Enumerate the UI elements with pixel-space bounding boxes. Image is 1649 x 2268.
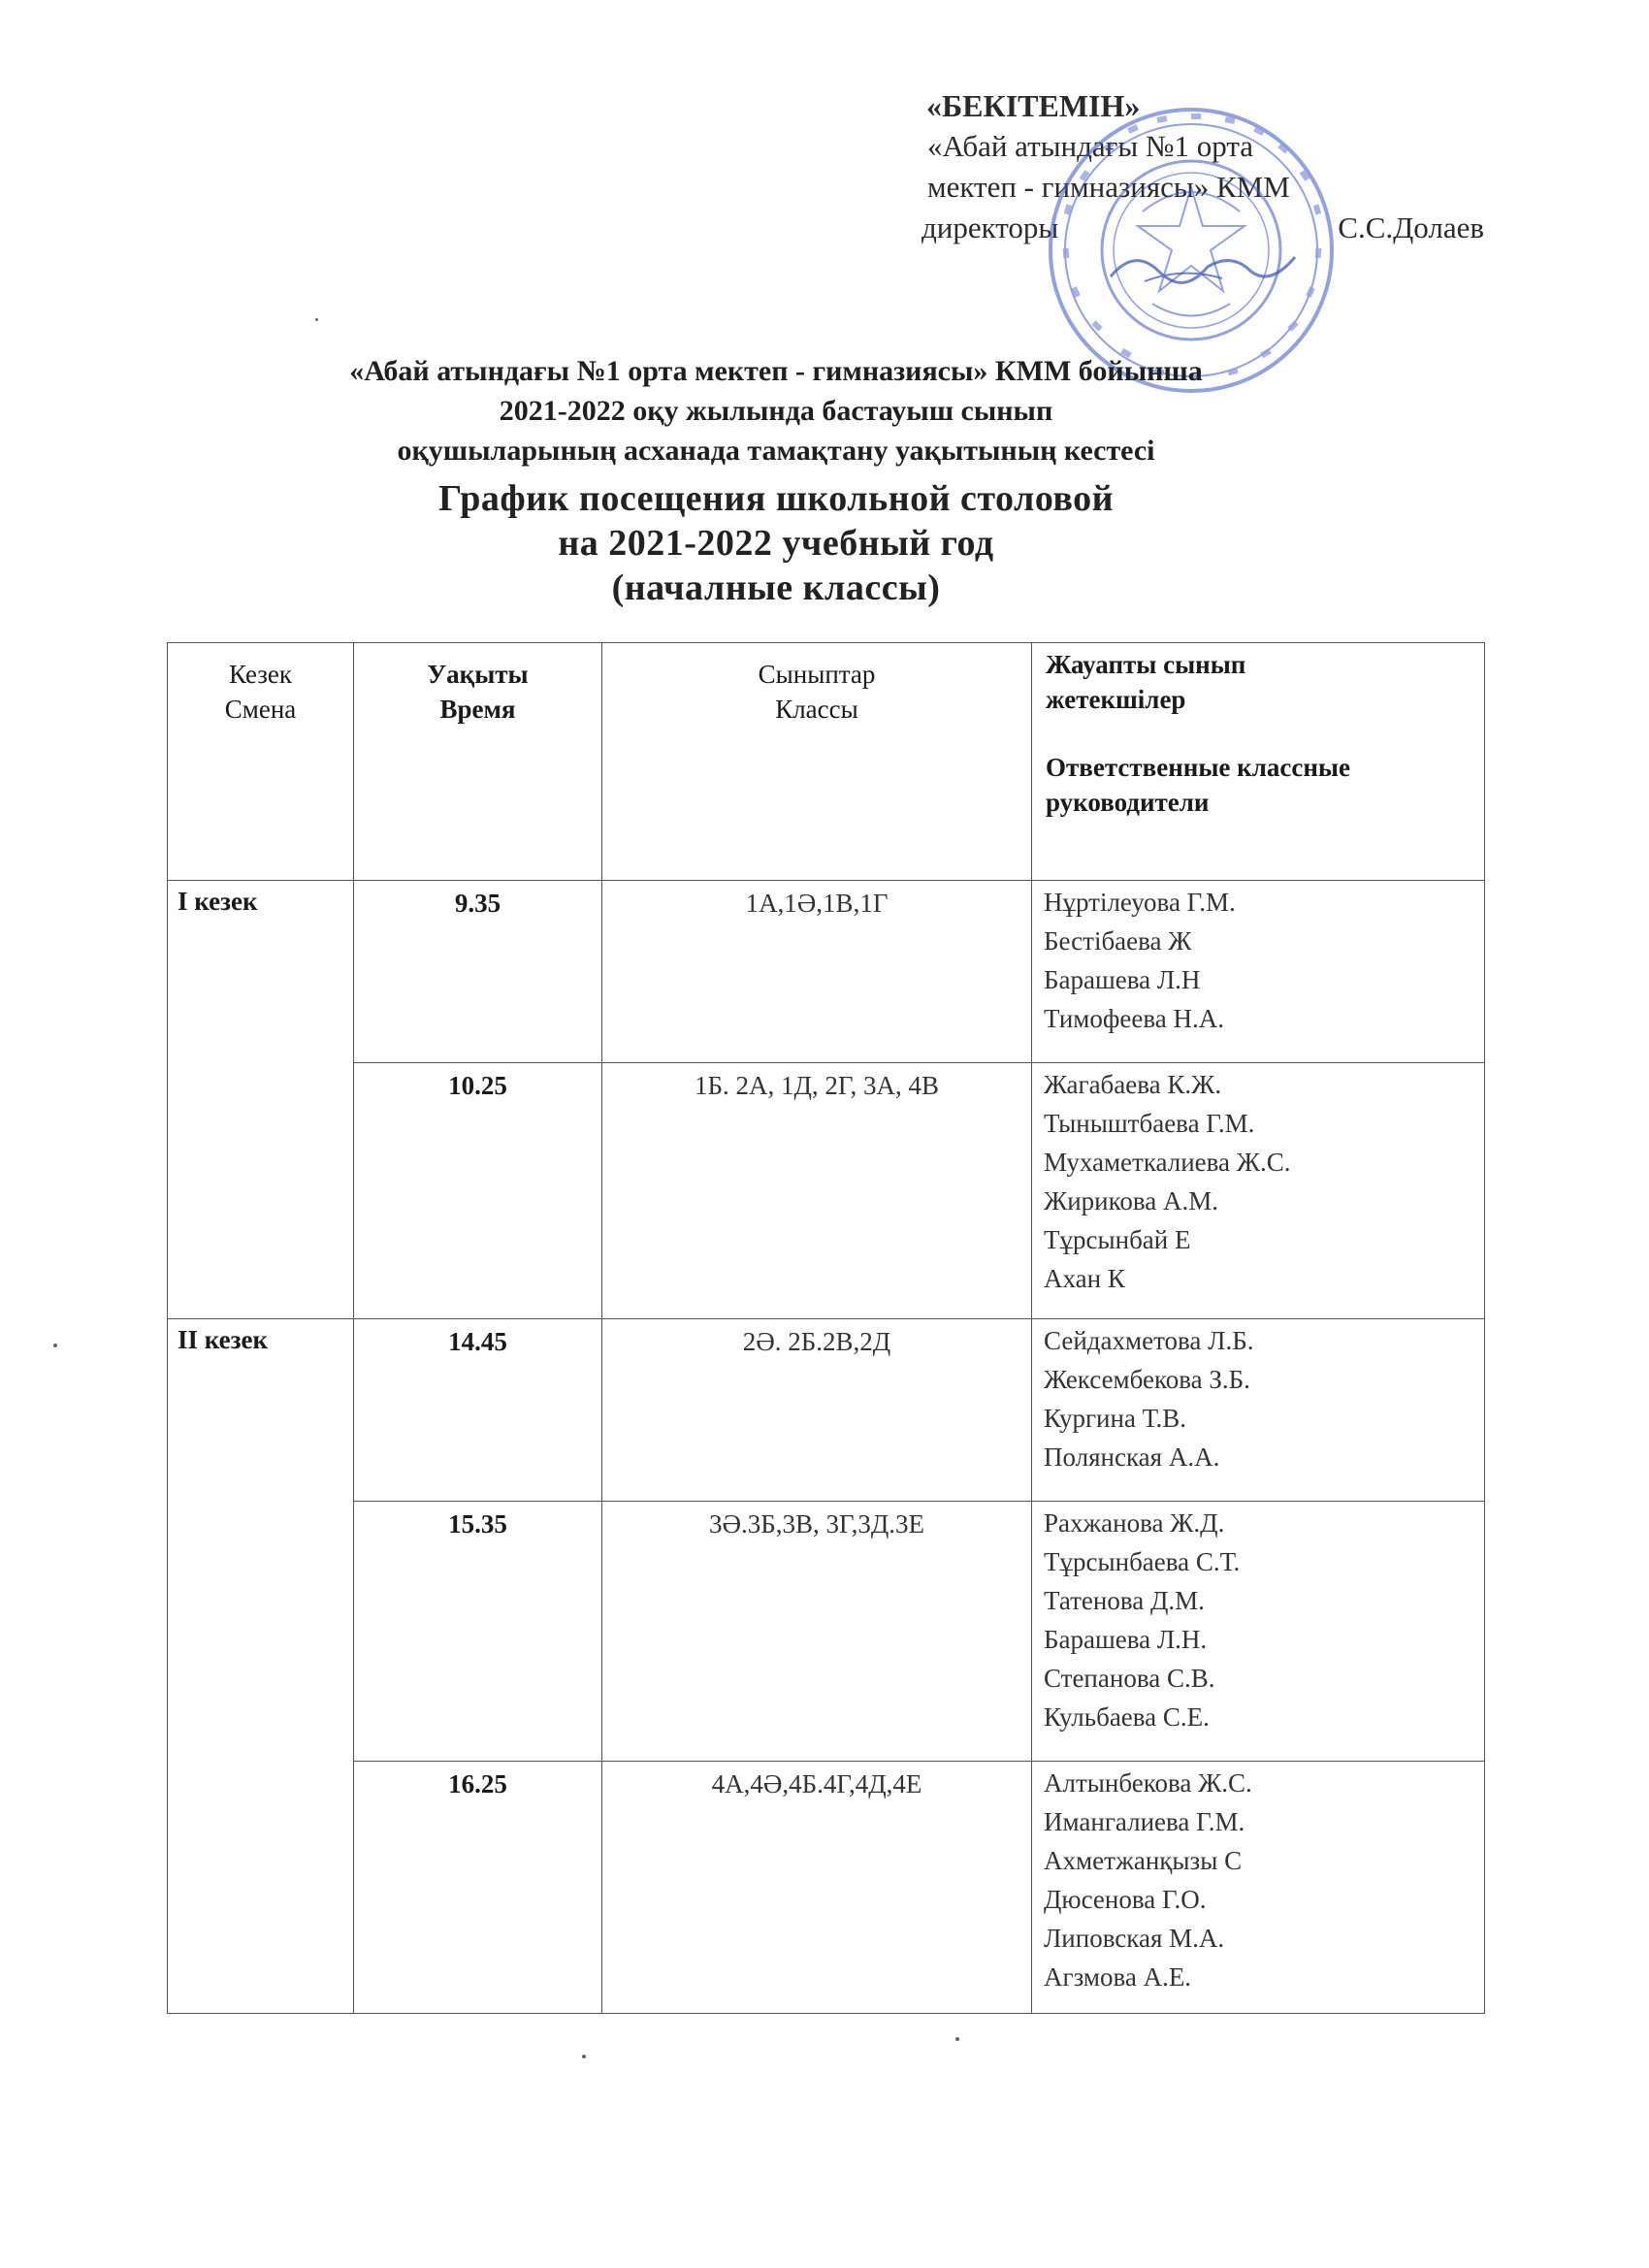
director-name: С.С.Долаев [1338, 211, 1484, 244]
teachers-cell [1032, 1319, 1485, 1502]
header-classes [602, 643, 1032, 881]
header-resp-ru-2: руководители [1046, 788, 1210, 817]
header-resp-kz-1: Жауапты сынып [1046, 650, 1246, 679]
signature-icon [1106, 238, 1300, 296]
teacher-name: Тұрсынбаева С.Т. [1044, 1547, 1241, 1576]
scan-speck [53, 1344, 57, 1347]
header-time-kz: Уақыты [427, 660, 529, 689]
classes-cell: 3Ә.3Б,3В, 3Г,3Д.3Е [602, 1502, 1032, 1762]
teachers-cell [1032, 1502, 1485, 1762]
time-cell: 15.35 [354, 1502, 602, 1762]
teachers-cell [1032, 1063, 1485, 1319]
title-kz-line-3: оқушыларының асханада тамақтану уақытының кестесі [397, 435, 1155, 467]
shift-1-cell: I кезек [168, 881, 354, 1319]
teacher-name: Липовская М.А. [1044, 1924, 1225, 1953]
scan-speck [955, 2037, 959, 2041]
time-cell: 10.25 [354, 1063, 602, 1319]
teacher-name: Кургина Т.В. [1044, 1404, 1186, 1433]
table-row [168, 881, 1485, 1063]
teacher-name: Жагабаева К.Ж. [1044, 1070, 1222, 1099]
shift-2-cell: II кезек [168, 1319, 354, 2014]
teacher-name: Жирикова А.М. [1044, 1186, 1218, 1215]
teacher-name: Бестібаева Ж [1044, 926, 1192, 956]
approval-heading: «БЕКІТЕМІН» [926, 88, 1141, 123]
classes-cell: 1А,1Ә,1В,1Г [602, 881, 1032, 1063]
classes-cell: 4А,4Ә,4Б.4Г,4Д,4Е [602, 1762, 1032, 2014]
header-time-ru: Время [439, 695, 516, 724]
classes-cell: 1Б. 2А, 1Д, 2Г, 3А, 4В [602, 1063, 1032, 1319]
director-title: директоры [922, 211, 1059, 244]
scan-speck [582, 2055, 586, 2058]
title-ru-line-3: (началные классы) [611, 567, 941, 608]
header-resp-kz-2: жетекшілер [1046, 685, 1186, 714]
table-row [168, 1319, 1485, 1502]
classes-cell: 2Ә. 2Б.2В,2Д [602, 1319, 1032, 1502]
teacher-name: Полянская А.А. [1044, 1442, 1220, 1472]
teacher-name: Тұрсынбай Е [1044, 1225, 1191, 1254]
table-row [168, 1502, 1485, 1762]
scan-speck [315, 318, 318, 321]
teachers-cell [1032, 881, 1485, 1063]
teacher-name: Мухаметкалиева Ж.С. [1044, 1148, 1291, 1177]
header-time [354, 643, 602, 881]
teacher-name: Алтынбекова Ж.С. [1044, 1768, 1252, 1798]
approval-line-1: «Абай атындағы №1 орта [927, 129, 1254, 163]
teacher-name: Степанова С.В. [1044, 1664, 1215, 1693]
teachers-cell [1032, 1762, 1485, 2014]
time-cell: 14.45 [354, 1319, 602, 1502]
teacher-name: Ахметжанқызы С [1044, 1846, 1243, 1875]
header-shift-kz: Кезек [228, 660, 293, 689]
approval-line-2: мектеп - гимназиясы» КММ [927, 170, 1290, 204]
teacher-name: Ахан К [1044, 1264, 1125, 1293]
time-cell: 16.25 [354, 1762, 602, 2014]
header-classes-kz: Сыныптар [758, 660, 876, 689]
teacher-name: Сейдахметова Л.Б. [1044, 1326, 1254, 1355]
title-kz-line-1: «Абай атындағы №1 орта мектеп - гимназиясы» КММ бойынша [349, 355, 1203, 387]
header-responsible [1032, 643, 1485, 881]
time-cell: 9.35 [354, 881, 602, 1063]
table-header-row [168, 643, 1485, 881]
teacher-name: Рахжанова Ж.Д. [1044, 1508, 1225, 1538]
header-classes-ru: Классы [775, 695, 858, 724]
title-kz-line-2: 2021-2022 оқу жылында бастауыш сынып [499, 395, 1053, 427]
document-title [175, 351, 1377, 610]
teacher-name: Дюсенова Г.О. [1044, 1885, 1207, 1914]
teacher-name: Тыныштбаева Г.М. [1044, 1109, 1255, 1138]
teacher-name: Тимофеева Н.А. [1044, 1004, 1224, 1033]
header-shift [168, 643, 354, 881]
teacher-name: Кульбаева С.Е. [1044, 1702, 1210, 1732]
teacher-name: Жексембекова З.Б. [1044, 1365, 1250, 1394]
header-resp-ru-1: Ответственные классные [1046, 753, 1350, 782]
schedule-table [167, 642, 1485, 2014]
teacher-name: Имангалиева Г.М. [1044, 1807, 1245, 1836]
teacher-name: Барашева Л.Н. [1044, 1625, 1208, 1654]
table-row [168, 1762, 1485, 2014]
title-ru-line-1: График посещения школьной столовой [437, 478, 1115, 519]
title-ru-line-2: на 2021-2022 учебный год [558, 523, 994, 564]
teacher-name: Нұртілеуова Г.М. [1044, 888, 1236, 917]
teacher-name: Татенова Д.М. [1044, 1586, 1205, 1615]
header-shift-ru: Смена [224, 695, 297, 724]
table-row [168, 1063, 1485, 1319]
teacher-name: Барашева Л.Н [1044, 965, 1201, 994]
teacher-name: Агзмова А.Е. [1044, 1962, 1192, 1992]
